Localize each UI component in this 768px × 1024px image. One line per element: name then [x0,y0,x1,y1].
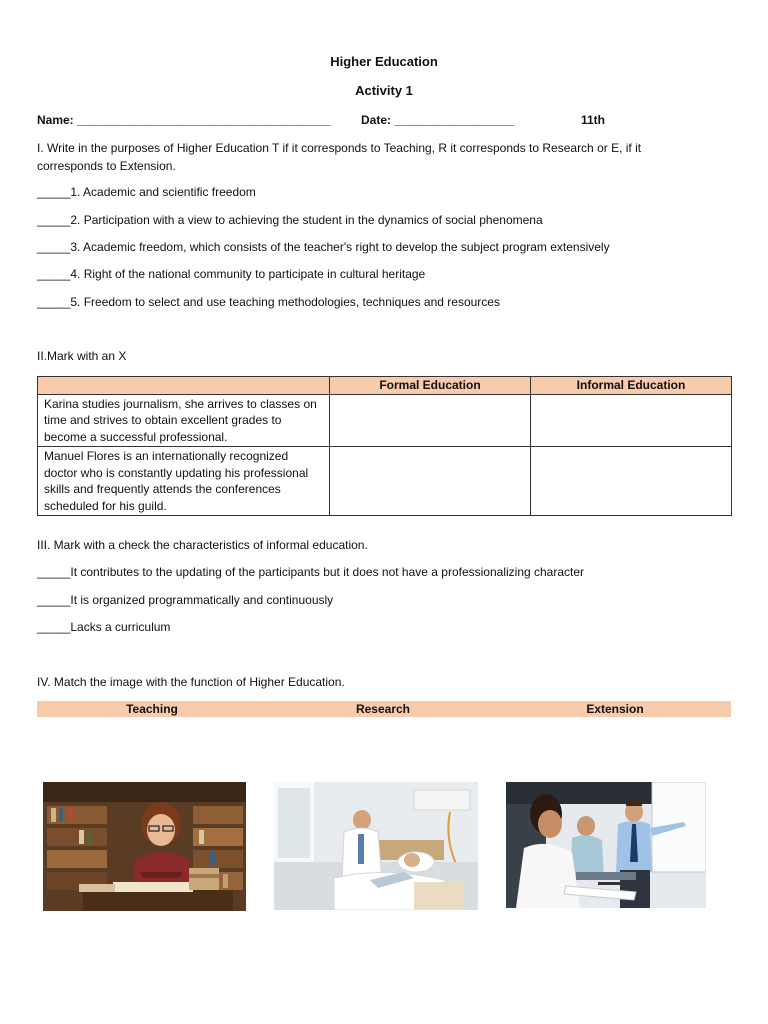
table-row [38,394,732,447]
mark-table-scenario: Manuel Flores is an internationally recognized doctor who is constantly updating his professional skills and frequently attends the conferences scheduled for his guild. [38,447,330,516]
section3-item-3[interactable]: _____Lacks a curriculum [37,620,171,634]
photo-teacher-classroom[interactable] [506,782,706,908]
section1-item-3[interactable]: _____3. Academic freedom, which consists of the teacher's right to develop the subject program extensively [37,240,610,254]
date-field-label[interactable]: Date: __________________ [361,113,515,127]
mark-table-scenario: Karina studies journalism, she arrives to classes on time and strives to obtain excellent grades to become a successful professional. [38,394,330,447]
function-header-research: Research [355,702,411,716]
section1-item-4[interactable]: _____4. Right of the national community to participate in cultural heritage [37,267,426,281]
mark-table-header-blank [38,377,330,395]
section3-item-1[interactable]: _____It contributes to the updating of the participants but it does not have a professionalizing character [37,565,585,579]
section1-item-1[interactable]: _____1. Academic and scientific freedom [37,185,256,199]
activity-number: Activity 1 [355,83,413,98]
grade-label: 11th [581,113,606,127]
mark-table-header-informal: Informal Education [531,377,732,395]
table-row [38,447,732,516]
mark-table-cell-informal[interactable] [531,447,732,516]
mark-table-cell-formal[interactable] [330,447,531,516]
section1-instruction-line2: corresponds to Extension. [37,159,176,173]
mark-table-header-formal: Formal Education [330,377,531,395]
section1-item-2[interactable]: _____2. Participation with a view to achieving the student in the dynamics of social phenomena [37,213,543,227]
section1-instruction-line1: I. Write in the purposes of Higher Education T if it corresponds to Teaching, R it corresponds to Research or E, if it [37,141,642,155]
function-header-extension: Extension [586,702,644,716]
mark-table-header-row [38,377,732,395]
section1-item-5[interactable]: _____5. Freedom to select and use teaching methodologies, techniques and resources [37,295,500,309]
section2-instruction: II.Mark with an X [37,349,127,363]
section3-item-2[interactable]: _____It is organized programmatically and continuously [37,593,334,607]
photo-doctor-patient[interactable] [274,782,478,910]
function-header-teaching: Teaching [126,702,178,716]
function-header-band [37,701,731,717]
mark-table-cell-informal[interactable] [531,394,732,447]
section3-instruction: III. Mark with a check the characteristics of informal education. [37,538,368,552]
section4-instruction: IV. Match the image with the function of Higher Education. [37,675,345,689]
name-field-label[interactable]: Name: ______________________________________ [37,113,331,127]
mark-table [37,376,732,516]
mark-table-cell-formal[interactable] [330,394,531,447]
worksheet-title: Higher Education [330,54,438,69]
photo-student-library[interactable] [43,782,246,911]
